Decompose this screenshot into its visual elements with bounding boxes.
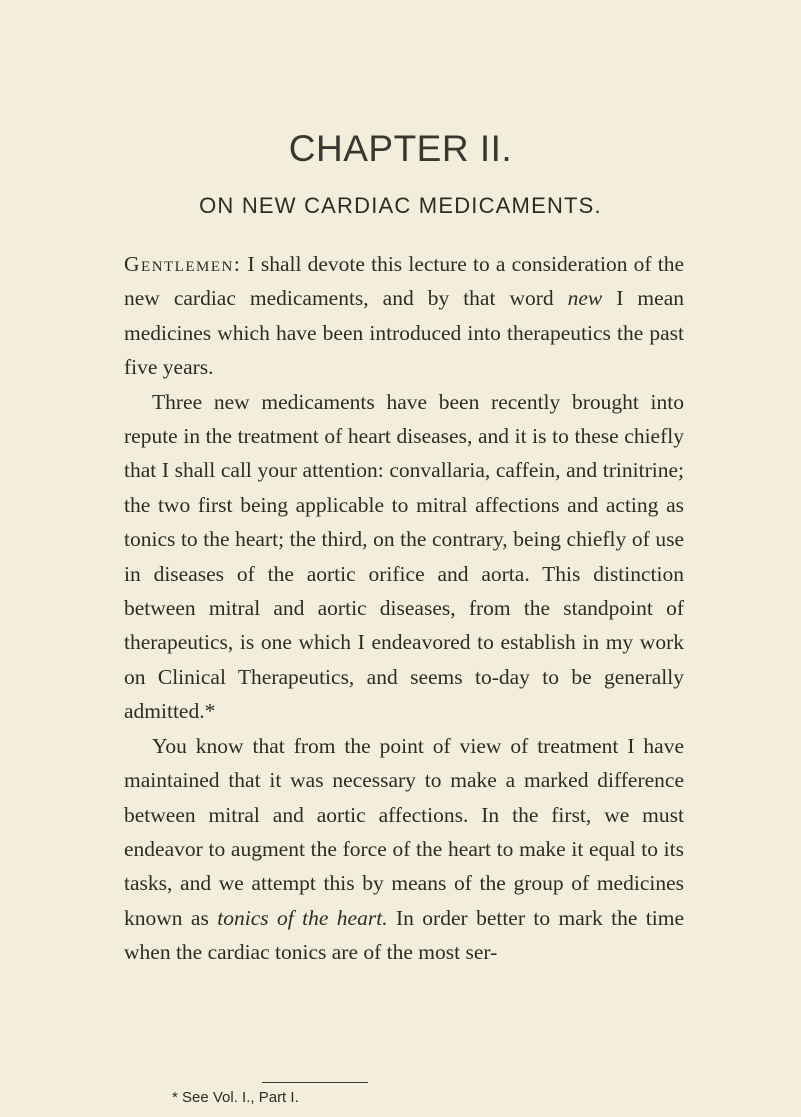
emphasis-tonics: tonics of the heart. — [217, 905, 388, 930]
body-text — [124, 247, 684, 970]
paragraph-1-text-a: I shall devote this lecture to a consideration of the new cardiac medicaments, and by that word — [124, 252, 684, 311]
paragraph-1-text-b: I mean medicines which have been introduced into therapeutics the past five years. — [124, 286, 684, 380]
paragraph-3-text-b: In order better to mark the time when the cardiac tonics are of the most ser- — [124, 905, 685, 965]
chapter-subtitle: ON NEW CARDIAC MEDICAMENTS. — [199, 193, 602, 218]
paragraph-2: Three new medicaments have been recently brought into repute in the treatment of heart diseases, and it is to these chiefly that I shall call your attention: convallaria, caffein, and trinitrine; the two first being applicable to mitral affections and acting as tonics to the heart; the third, on the contrary, being chiefly of use in diseases of the aortic orifice and aorta. This distinction between mitral and aortic diseases, from the standpoint of therapeutics, is one which I endeavored to establish in my work on Clinical Therapeutics, and seems to-day to be generally admitted.* — [124, 389, 684, 724]
chapter-title: CHAPTER II. — [288, 128, 513, 169]
paragraph-1 — [124, 247, 684, 385]
salutation: Gentlemen: — [124, 252, 242, 276]
paragraph-3 — [124, 729, 684, 970]
footnote: * See Vol. I., Part I. — [172, 1089, 299, 1106]
footnote-rule — [262, 1082, 368, 1083]
paragraph-3-text-a: You know that from the point of view of treatment I have maintained that it was necessary to make a marked difference between mitral and aortic affections. In the first, we must endeavor to augment the force of the heart to make it equal to its tasks, and we attempt this by means of the group of medicines known as — [124, 733, 684, 930]
emphasis-new: new — [567, 286, 603, 311]
